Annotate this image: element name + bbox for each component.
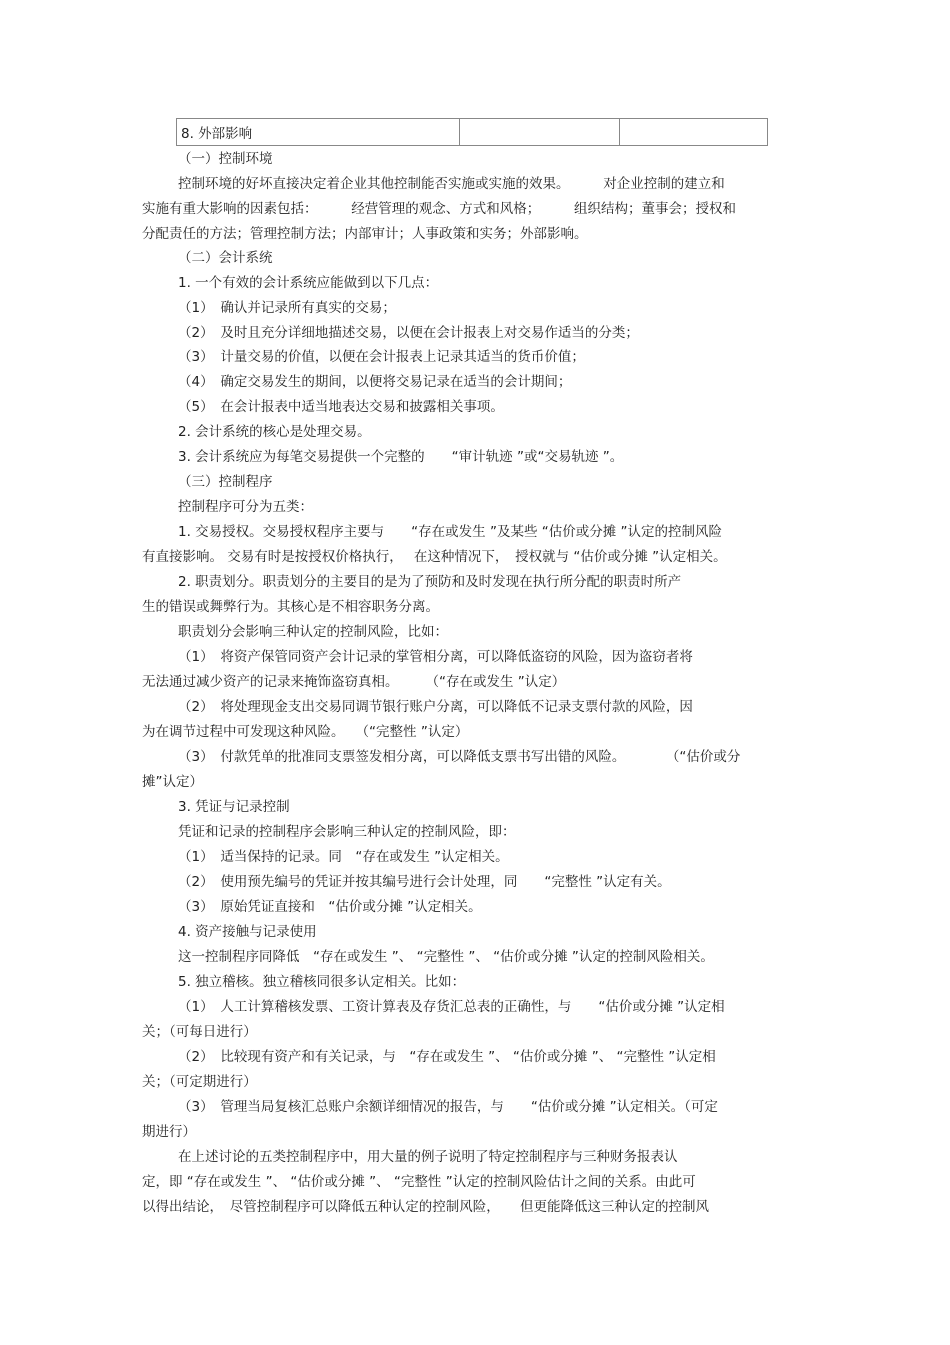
paragraph-line: 职责划分会影响三种认定的控制风险，比如： — [178, 624, 448, 640]
list-item: （2） 将处理现金支出交易同调节银行账户分离，可以降低不记录支票付款的风险，因 — [178, 699, 693, 715]
paragraph-line: 1. 一个有效的会计系统应能做到以下几点： — [178, 275, 439, 291]
table-cell — [460, 119, 620, 146]
list-item: （1） 将资产保管同资产会计记录的掌管相分离，可以降低盗窃的风险，因为盗窃者将 — [178, 649, 693, 665]
list-item: （1） 人工计算稽核发票、工资计算表及存货汇总表的正确性，与 “估价或分摊 ”认定相 — [178, 999, 725, 1015]
list-item: （1） 确认并记录所有真实的交易； — [178, 300, 396, 316]
section-heading: （二）会计系统 — [178, 250, 273, 266]
list-item: （2） 使用预先编号的凭证并按其编号进行会计处理，同 “完整性 ”认定有关。 — [178, 874, 671, 890]
section-heading: （一）控制环境 — [178, 151, 273, 167]
paragraph-line: 5. 独立稽核。独立稽核同很多认定相关。比如： — [178, 974, 466, 990]
list-item: 摊”认定） — [142, 774, 203, 790]
list-item: （3） 付款凭单的批准同支票签发相分离，可以降低支票书写出错的风险。 （“估价或分 — [178, 749, 741, 765]
paragraph-line: 实施有重大影响的因素包括： 经营管理的观念、方式和风格； 组织结构；董事会；授权和 — [142, 201, 736, 217]
factors-table — [176, 118, 768, 146]
paragraph-line: 控制程序可分为五类： — [178, 499, 313, 515]
section-heading: 4. 资产接触与记录使用 — [178, 924, 317, 940]
paragraph-line: 有直接影响。 交易有时是按授权价格执行， 在这种情况下， 授权就与 “估价或分摊 ”认定相关。 — [142, 549, 727, 565]
table-row — [177, 119, 768, 146]
list-item: （2） 及时且充分详细地描述交易，以便在会计报表上对交易作适当的分类； — [178, 325, 639, 341]
paragraph-line: 控制环境的好坏直接决定着企业其他控制能否实施或实施的效果。 对企业控制的建立和 — [178, 176, 725, 192]
paragraph-line: 1. 交易授权。交易授权程序主要与 “存在或发生 ”及某些 “估价或分摊 ”认定的控制风险 — [178, 524, 723, 540]
paragraph-line: 分配责任的方法；管理控制方法；内部审计；人事政策和实务；外部影响。 — [142, 226, 588, 242]
paragraph-line: 2. 职责划分。职责划分的主要目的是为了预防和及时发现在执行所分配的职责时所产 — [178, 574, 682, 590]
paragraph-line: 生的错误或舞弊行为。其核心是不相容职务分离。 — [142, 599, 439, 615]
list-item: 期进行） — [142, 1124, 196, 1140]
list-item: （3） 原始凭证直接和 “估价或分摊 ”认定相关。 — [178, 899, 482, 915]
list-item: 关；（可每日进行） — [142, 1024, 257, 1040]
list-item: （5） 在会计报表中适当地表达交易和披露相关事项。 — [178, 399, 504, 415]
paragraph-line: 2. 会计系统的核心是处理交易。 — [178, 424, 371, 440]
table-cell: 8. 外部影响 — [177, 119, 460, 146]
paragraph-line: 3. 会计系统应为每笔交易提供一个完整的 “审计轨迹 ”或“交易轨迹 ”。 — [178, 449, 624, 465]
paragraph-line: 在上述讨论的五类控制程序中，用大量的例子说明了特定控制程序与三种财务报表认 — [178, 1149, 678, 1165]
paragraph-line: 以得出结论， 尽管控制程序可以降低五种认定的控制风险， 但更能降低这三种认定的控制风 — [142, 1199, 709, 1215]
list-item: （1） 适当保持的记录。同 “存在或发生 ”认定相关。 — [178, 849, 509, 865]
section-heading: （三）控制程序 — [178, 474, 273, 490]
list-item: （2） 比较现有资产和有关记录，与 “存在或发生 ”、 “估价或分摊 ”、 “完整性 ”认定相 — [178, 1049, 716, 1065]
list-item: （4） 确定交易发生的期间，以便将交易记录在适当的会计期间； — [178, 374, 572, 390]
section-heading: 3. 凭证与记录控制 — [178, 799, 290, 815]
paragraph-line: 这一控制程序同降低 “存在或发生 ”、 “完整性 ”、 “估价或分摊 ”认定的控制风险相关。 — [178, 949, 714, 965]
table-cell — [619, 119, 767, 146]
list-item: 关；（可定期进行） — [142, 1074, 257, 1090]
list-item: （3） 管理当局复核汇总账户余额详细情况的报告，与 “估价或分摊 ”认定相关。（可定 — [178, 1099, 718, 1115]
list-item: （3） 计量交易的价值，以便在会计报表上记录其适当的货币价值； — [178, 349, 585, 365]
list-item: 无法通过减少资产的记录来掩饰盗窃真相。 （“存在或发生 ”认定） — [142, 674, 566, 690]
list-item: 为在调节过程中可发现这种风险。 （“完整性 ”认定） — [142, 724, 469, 740]
paragraph-line: 凭证和记录的控制程序会影响三种认定的控制风险，即： — [178, 824, 516, 840]
paragraph-line: 定，即 “存在或发生 ”、 “估价或分摊 ”、 “完整性 ”认定的控制风险估计之间的关系。由此可 — [142, 1174, 696, 1190]
